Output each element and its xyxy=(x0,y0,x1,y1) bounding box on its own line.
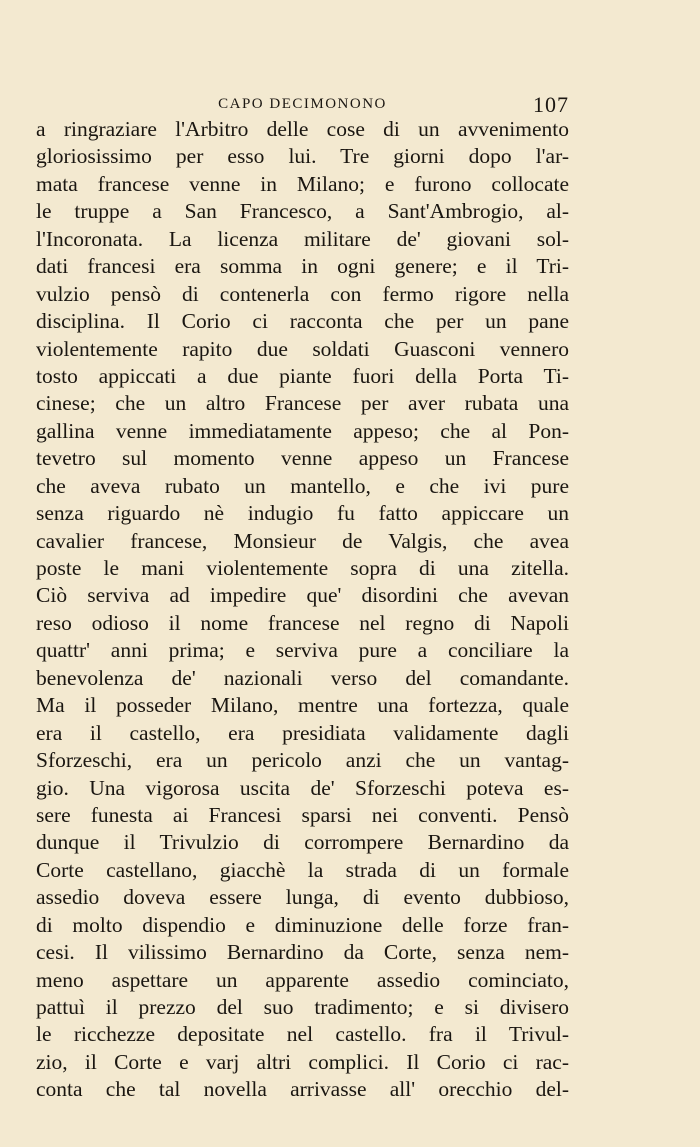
text-line: meno aspettare un apparente assedio cominciato, xyxy=(36,967,569,992)
text-line: sere funesta ai Francesi sparsi nei conventi. Pensò xyxy=(36,802,569,827)
text-line: a ringraziare l'Arbitro delle cose di un avvenimento xyxy=(36,117,569,141)
text-line: era il castello, era presidiata validamente dagli xyxy=(36,720,569,745)
text-line: tevetro sul momento venne appeso un Francese xyxy=(36,446,569,471)
text-line: vulzio pensò di contenerla con fermo rigore nella xyxy=(36,281,569,306)
running-head: CAPO DECIMONONO xyxy=(218,96,387,112)
text-line: tosto appiccati a due piante fuori della Porta Ti- xyxy=(36,363,569,388)
text-line: zio, il Corte e varj altri complici. Il Corio ci rac- xyxy=(36,1049,569,1074)
text-line: senza riguardo nè indugio fu fatto appiccare un xyxy=(36,501,569,526)
text-line: che aveva rubato un mantello, e che ivi pure xyxy=(36,473,569,498)
text-line: violentemente rapito due soldati Guasconi vennero xyxy=(36,336,569,361)
text-line: benevolenza de' nazionali verso del comandante. xyxy=(36,665,569,690)
text-line: cavalier francese, Monsieur de Valgis, che avea xyxy=(36,528,569,553)
text-line: pattuì il prezzo del suo tradimento; e si divisero xyxy=(36,995,569,1019)
text-line: Ma il posseder Milano, mentre una fortezza, quale xyxy=(36,693,569,718)
text-line: le ricchezze depositate nel castello. fra il Trivul- xyxy=(36,1022,569,1047)
text-line: poste le mani violentemente sopra di una zitella. xyxy=(36,556,569,580)
text-line: di molto dispendio e diminuzione delle forze fran- xyxy=(36,912,569,937)
text-line: l'Incoronata. La licenza militare de' giovani sol- xyxy=(36,226,569,251)
text-line: dati francesi era somma in ogni genere; e il Tri- xyxy=(36,254,569,279)
text-line: Sforzeschi, era un pericolo anzi che un vantag- xyxy=(36,748,569,773)
text-line: gloriosissimo per esso lui. Tre giorni dopo l'ar- xyxy=(36,144,569,169)
page-number: 107 xyxy=(533,92,569,117)
text-line: mata francese venne in Milano; e furono collocate xyxy=(36,171,569,196)
text-line: dunque il Trivulzio di corrompere Bernardino da xyxy=(36,830,569,855)
text-line: gallina venne immediatamente appeso; che al Pon- xyxy=(36,418,569,443)
text-line: disciplina. Il Corio ci racconta che per un pane xyxy=(36,309,569,334)
text-line: gio. Una vigorosa uscita de' Sforzeschi poteva es- xyxy=(36,775,569,800)
text-line: le truppe a San Francesco, a Sant'Ambrogio, al- xyxy=(36,199,569,224)
text-line: reso odioso il nome francese nel regno di Napoli xyxy=(36,610,569,635)
text-line: conta che tal novella arrivasse all' orecchio del- xyxy=(36,1077,569,1102)
text-line: cinese; che un altro Francese per aver rubata una xyxy=(36,391,569,416)
text-line: cesi. Il vilissimo Bernardino da Corte, senza nem- xyxy=(36,940,569,965)
text-line: Corte castellano, giacchè la strada di un formale xyxy=(36,857,569,882)
text-line: quattr' anni prima; e serviva pure a conciliare la xyxy=(36,638,569,663)
body-text xyxy=(36,116,569,1104)
text-line: Ciò serviva ad impedire que' disordini che avevan xyxy=(36,583,569,608)
text-line: assedio doveva essere lunga, di evento dubbioso, xyxy=(36,885,569,910)
